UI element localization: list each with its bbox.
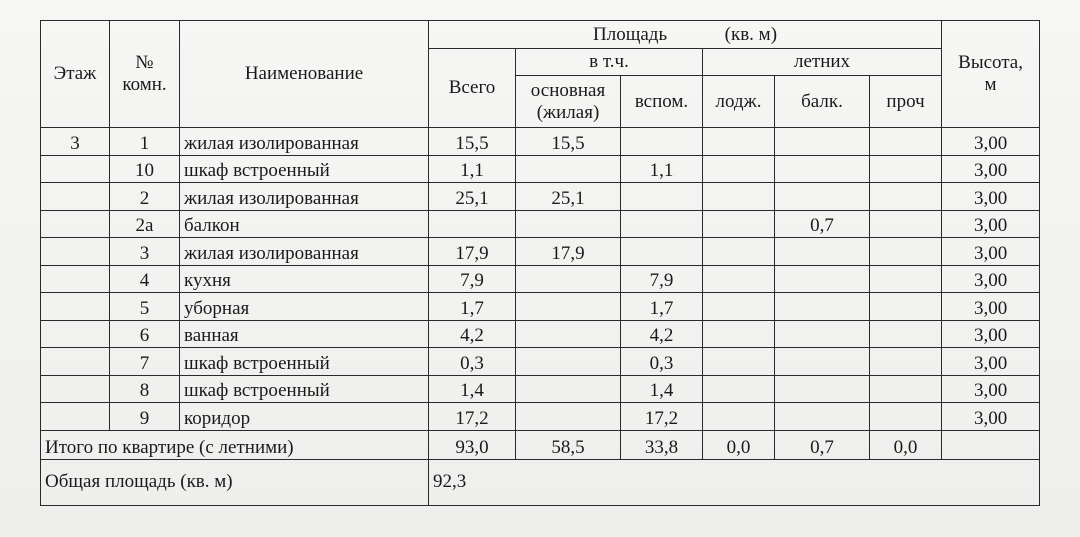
cell-total bbox=[429, 210, 516, 238]
header-row-1 bbox=[41, 21, 1040, 49]
header-room-number bbox=[110, 21, 180, 128]
cell-balcony bbox=[775, 128, 870, 156]
cell-height: 3,00 bbox=[942, 210, 1040, 238]
cell-floor bbox=[41, 155, 110, 183]
header-area bbox=[429, 21, 942, 49]
table-row bbox=[41, 320, 1040, 348]
cell-aux: 1,1 bbox=[621, 155, 703, 183]
header-auxiliary: вспом. bbox=[621, 76, 703, 128]
header-balcony: балк. bbox=[775, 76, 870, 128]
cell-aux: 7,9 bbox=[621, 265, 703, 293]
cell-aux: 17,2 bbox=[621, 403, 703, 431]
cell-main: 25,1 bbox=[516, 183, 621, 211]
cell-total: 17,9 bbox=[429, 238, 516, 266]
cell-height: 3,00 bbox=[942, 183, 1040, 211]
totals-height bbox=[942, 430, 1040, 459]
cell-floor: 3 bbox=[41, 128, 110, 156]
table-row bbox=[41, 403, 1040, 431]
cell-balcony bbox=[775, 183, 870, 211]
cell-main bbox=[516, 375, 621, 403]
cell-total: 15,5 bbox=[429, 128, 516, 156]
overall-area-label: Общая площадь (кв. м) bbox=[41, 459, 429, 505]
cell-floor bbox=[41, 210, 110, 238]
table-row bbox=[41, 265, 1040, 293]
cell-name: ванная bbox=[180, 320, 429, 348]
cell-balcony bbox=[775, 293, 870, 321]
cell-room-number: 8 bbox=[110, 375, 180, 403]
cell-name: шкаф встроенный bbox=[180, 375, 429, 403]
cell-floor bbox=[41, 348, 110, 376]
header-room-number-line1: № bbox=[135, 52, 154, 74]
totals-label: Итого по квартире (с летними) bbox=[41, 430, 429, 459]
header-other: проч bbox=[870, 76, 942, 128]
cell-other bbox=[870, 128, 942, 156]
cell-main bbox=[516, 320, 621, 348]
cell-name: жилая изолированная bbox=[180, 183, 429, 211]
cell-floor bbox=[41, 265, 110, 293]
cell-loggia bbox=[703, 238, 775, 266]
cell-other bbox=[870, 183, 942, 211]
cell-main bbox=[516, 348, 621, 376]
table-row bbox=[41, 210, 1040, 238]
cell-total: 7,9 bbox=[429, 265, 516, 293]
cell-aux bbox=[621, 183, 703, 211]
cell-aux bbox=[621, 238, 703, 266]
cell-height: 3,00 bbox=[942, 238, 1040, 266]
cell-aux bbox=[621, 128, 703, 156]
cell-balcony bbox=[775, 348, 870, 376]
apartment-area-table bbox=[40, 20, 1040, 506]
header-room-number-line2: комн. bbox=[122, 74, 167, 95]
cell-room-number: 5 bbox=[110, 293, 180, 321]
totals-aux: 33,8 bbox=[621, 430, 703, 459]
cell-aux: 4,2 bbox=[621, 320, 703, 348]
cell-total: 1,7 bbox=[429, 293, 516, 321]
cell-total: 4,2 bbox=[429, 320, 516, 348]
cell-height: 3,00 bbox=[942, 293, 1040, 321]
cell-room-number: 10 bbox=[110, 155, 180, 183]
cell-room-number: 6 bbox=[110, 320, 180, 348]
header-summer: летних bbox=[703, 49, 942, 76]
cell-height: 3,00 bbox=[942, 265, 1040, 293]
header-area-label: Площадь bbox=[593, 23, 668, 45]
cell-balcony bbox=[775, 375, 870, 403]
cell-other bbox=[870, 403, 942, 431]
cell-room-number: 2а bbox=[110, 210, 180, 238]
table-row bbox=[41, 375, 1040, 403]
cell-name: шкаф встроенный bbox=[180, 155, 429, 183]
cell-name: шкаф встроенный bbox=[180, 348, 429, 376]
cell-height: 3,00 bbox=[942, 348, 1040, 376]
table-body bbox=[41, 128, 1040, 431]
cell-height: 3,00 bbox=[942, 155, 1040, 183]
header-height bbox=[942, 21, 1040, 128]
cell-loggia bbox=[703, 155, 775, 183]
table-row bbox=[41, 238, 1040, 266]
cell-room-number: 1 bbox=[110, 128, 180, 156]
header-including: в т.ч. bbox=[516, 49, 703, 76]
cell-main bbox=[516, 293, 621, 321]
header-loggia: лодж. bbox=[703, 76, 775, 128]
cell-aux: 0,3 bbox=[621, 348, 703, 376]
cell-balcony bbox=[775, 403, 870, 431]
cell-loggia bbox=[703, 320, 775, 348]
cell-other bbox=[870, 265, 942, 293]
cell-main: 15,5 bbox=[516, 128, 621, 156]
cell-floor bbox=[41, 183, 110, 211]
cell-floor bbox=[41, 238, 110, 266]
totals-total: 93,0 bbox=[429, 430, 516, 459]
cell-other bbox=[870, 375, 942, 403]
cell-aux: 1,4 bbox=[621, 375, 703, 403]
cell-floor bbox=[41, 403, 110, 431]
cell-loggia bbox=[703, 293, 775, 321]
table-row bbox=[41, 155, 1040, 183]
cell-main: 17,9 bbox=[516, 238, 621, 266]
header-height-line1: Высота, bbox=[958, 52, 1023, 74]
totals-main: 58,5 bbox=[516, 430, 621, 459]
totals-loggia: 0,0 bbox=[703, 430, 775, 459]
cell-floor bbox=[41, 293, 110, 321]
cell-other bbox=[870, 348, 942, 376]
header-main-line2: (жилая) bbox=[536, 101, 600, 123]
cell-total: 1,1 bbox=[429, 155, 516, 183]
cell-main bbox=[516, 403, 621, 431]
cell-loggia bbox=[703, 265, 775, 293]
header-total: Всего bbox=[429, 49, 516, 128]
totals-row bbox=[41, 430, 1040, 459]
cell-other bbox=[870, 210, 942, 238]
cell-loggia bbox=[703, 128, 775, 156]
cell-height: 3,00 bbox=[942, 375, 1040, 403]
cell-main bbox=[516, 155, 621, 183]
cell-loggia bbox=[703, 403, 775, 431]
cell-name: коридор bbox=[180, 403, 429, 431]
header-height-line2: м bbox=[984, 74, 997, 95]
cell-loggia bbox=[703, 183, 775, 211]
header-name: Наименование bbox=[180, 21, 429, 128]
cell-total: 1,4 bbox=[429, 375, 516, 403]
cell-loggia bbox=[703, 348, 775, 376]
cell-name: уборная bbox=[180, 293, 429, 321]
table-row bbox=[41, 348, 1040, 376]
table-row bbox=[41, 128, 1040, 156]
cell-other bbox=[870, 155, 942, 183]
cell-balcony: 0,7 bbox=[775, 210, 870, 238]
cell-height: 3,00 bbox=[942, 128, 1040, 156]
cell-name: кухня bbox=[180, 265, 429, 293]
cell-room-number: 3 bbox=[110, 238, 180, 266]
cell-name: жилая изолированная bbox=[180, 128, 429, 156]
cell-floor bbox=[41, 375, 110, 403]
cell-total: 0,3 bbox=[429, 348, 516, 376]
cell-total: 25,1 bbox=[429, 183, 516, 211]
cell-name: жилая изолированная bbox=[180, 238, 429, 266]
cell-balcony bbox=[775, 265, 870, 293]
cell-main bbox=[516, 210, 621, 238]
cell-room-number: 2 bbox=[110, 183, 180, 211]
cell-loggia bbox=[703, 210, 775, 238]
cell-other bbox=[870, 293, 942, 321]
cell-height: 3,00 bbox=[942, 320, 1040, 348]
cell-balcony bbox=[775, 155, 870, 183]
cell-room-number: 7 bbox=[110, 348, 180, 376]
cell-main bbox=[516, 265, 621, 293]
cell-balcony bbox=[775, 320, 870, 348]
cell-room-number: 4 bbox=[110, 265, 180, 293]
overall-area-value: 92,3 bbox=[429, 459, 1040, 505]
cell-other bbox=[870, 320, 942, 348]
cell-aux: 1,7 bbox=[621, 293, 703, 321]
totals-balcony: 0,7 bbox=[775, 430, 870, 459]
cell-balcony bbox=[775, 238, 870, 266]
cell-aux bbox=[621, 210, 703, 238]
cell-floor bbox=[41, 320, 110, 348]
cell-total: 17,2 bbox=[429, 403, 516, 431]
cell-other bbox=[870, 238, 942, 266]
header-main-living bbox=[516, 76, 621, 128]
totals-other: 0,0 bbox=[870, 430, 942, 459]
header-main-line1: основная bbox=[530, 79, 606, 101]
header-area-unit: (кв. м) bbox=[724, 23, 778, 45]
overall-area-row bbox=[41, 459, 1040, 505]
cell-height: 3,00 bbox=[942, 403, 1040, 431]
table-row bbox=[41, 293, 1040, 321]
cell-room-number: 9 bbox=[110, 403, 180, 431]
cell-loggia bbox=[703, 375, 775, 403]
header-floor: Этаж bbox=[41, 21, 110, 128]
cell-name: балкон bbox=[180, 210, 429, 238]
table-row bbox=[41, 183, 1040, 211]
